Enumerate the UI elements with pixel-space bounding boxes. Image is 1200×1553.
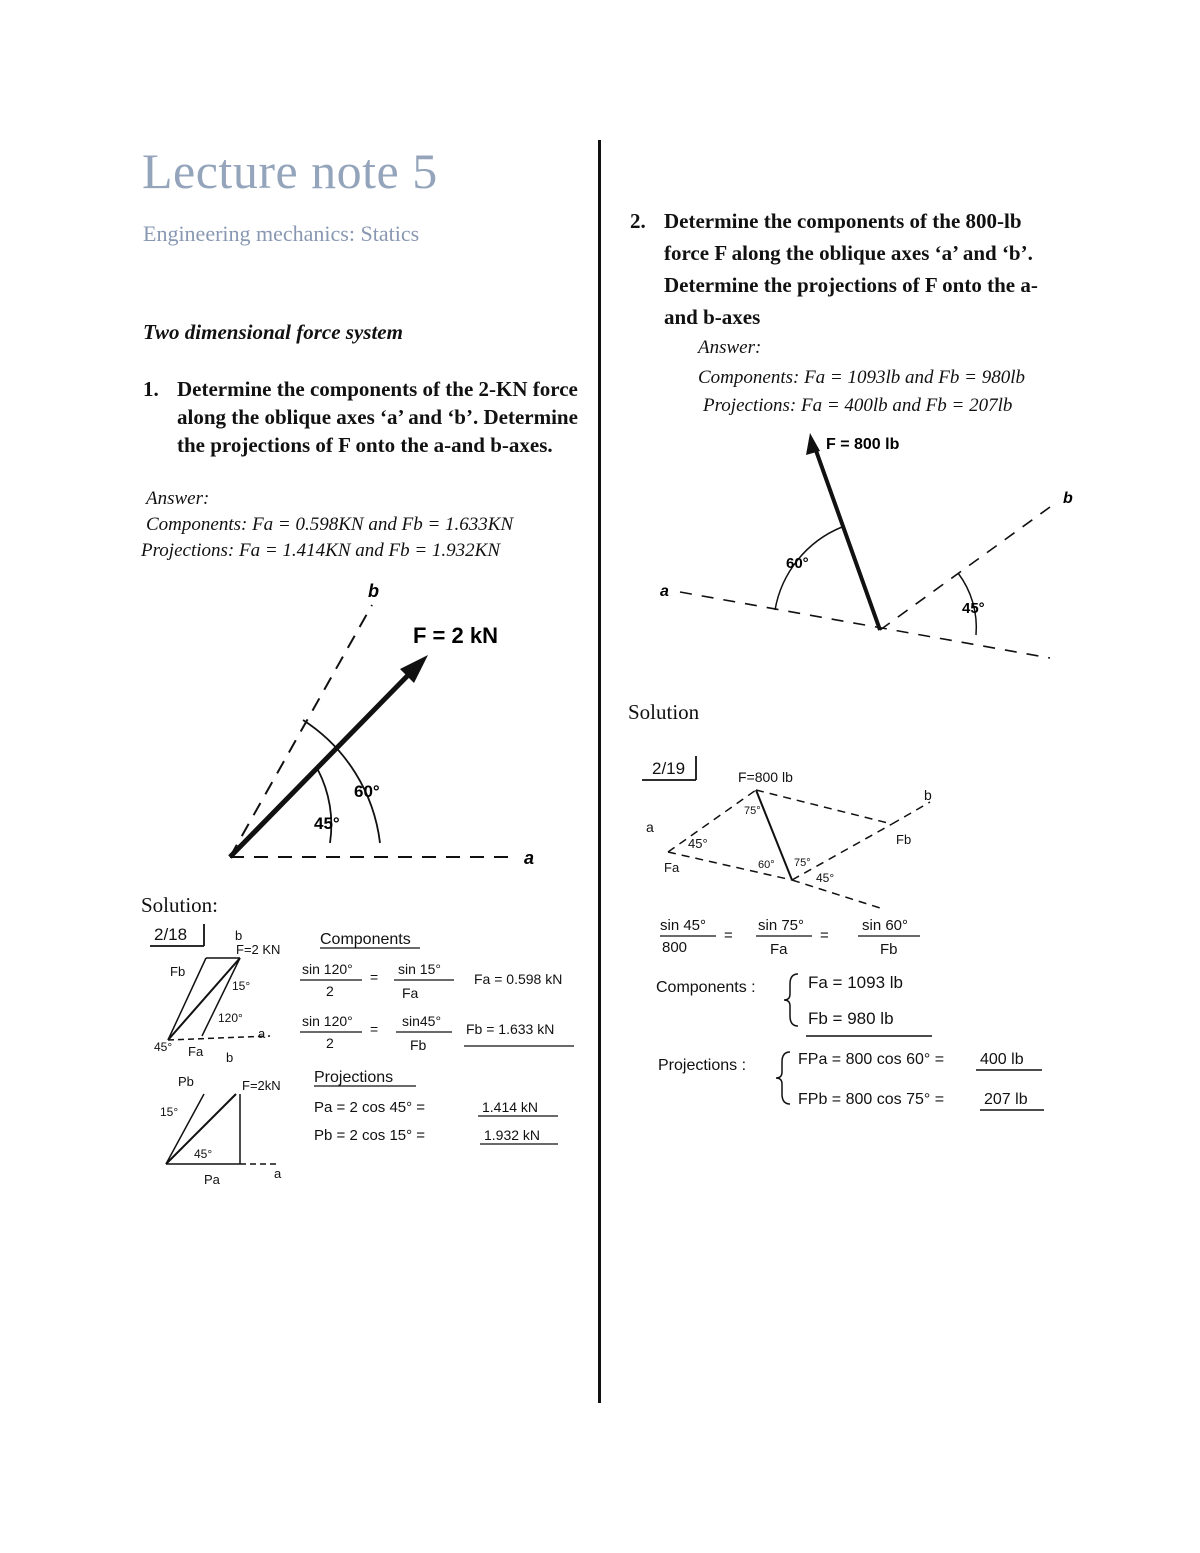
axis-b-label: b [368, 581, 379, 601]
hw2-fig-Fb: Fb [896, 832, 912, 847]
hw-fig-a: a [258, 1026, 266, 1041]
angle-60-label: 60° [354, 782, 380, 801]
hw-eq2-right-den: Fb [410, 1037, 427, 1053]
problem-1-figure [200, 575, 560, 875]
page-subtitle: Engineering mechanics: Statics [143, 221, 420, 246]
hw-eq1-left-den: 2 [326, 983, 334, 999]
hw2-fig-75a: 75° [744, 805, 761, 817]
hw-projections-title: Projections [314, 1069, 394, 1086]
svg-text:=: = [820, 927, 829, 944]
hw-proj2-result: 1.932 kN [484, 1127, 541, 1143]
problem-1-number: 1. [143, 377, 159, 401]
force-label: F = 2 kN [413, 623, 498, 648]
hw2-fig-a: a [646, 819, 654, 835]
problem-2-projections: Projections: Fa = 400lb and Fb = 207lb [703, 395, 1013, 416]
hw-eq2-left-num: sin 120° [302, 1013, 353, 1029]
hw2-fig-Fa: Fa [664, 860, 680, 875]
hw-eq2-left-den: 2 [326, 1035, 334, 1051]
axis-b-label: b [1063, 490, 1073, 507]
angle-45-label: 45° [962, 600, 985, 617]
hw-fig2-45: 45° [194, 1147, 213, 1161]
problem-1-projections: Projections: Fa = 1.414KN and Fb = 1.932KN [141, 540, 501, 561]
hw2-eq-d1: 800 [662, 939, 688, 956]
problem-2-components: Components: Fa = 1093lb and Fb = 980lb [698, 367, 1025, 388]
hw-fig-F: F=2 KN [236, 942, 281, 957]
problem-2-solution-label: Solution [628, 700, 700, 724]
problem-1-handwritten-solution [140, 918, 590, 1198]
problem-1-solution-label: Solution: [141, 893, 219, 917]
axis-a-label: a [524, 848, 535, 868]
hw-fig-15: 15° [232, 979, 251, 993]
angle-45-label: 45° [314, 814, 340, 833]
problem-2-number: 2. [630, 209, 646, 233]
force-vector [814, 445, 880, 630]
hw-fig2-a: a [274, 1166, 282, 1181]
hw2-eq-d3: Fb [880, 941, 898, 958]
problem-1-text [143, 375, 583, 459]
hw2-proj1-result: 400 lb [980, 1051, 1024, 1068]
hw-fig2-b: b [226, 1050, 234, 1065]
problem-2-text [630, 205, 1070, 333]
problem-2-handwritten-solution [630, 748, 1070, 1128]
hw-eq1-left-num: sin 120° [302, 961, 353, 977]
hw2-projections-label: Projections : [658, 1057, 747, 1074]
hw2-eq-d2: Fa [770, 941, 788, 958]
hw2-comp1: Fa = 1093 lb [808, 973, 903, 992]
hw-fig-b: b [235, 928, 243, 943]
hw2-proj1: FPa = 800 cos 60° = [798, 1051, 945, 1068]
hw2-proj2-result: 207 lb [984, 1091, 1028, 1108]
force-label: F = 800 lb [826, 436, 900, 453]
hw-proj2: Pb = 2 cos 15° = [314, 1127, 426, 1144]
hw2-eq-n2: sin 75° [758, 917, 805, 934]
hw-proj1: Pa = 2 cos 45° = [314, 1099, 426, 1116]
axis-a-label: a [660, 583, 669, 600]
hw2-eq-n3: sin 60° [862, 917, 909, 934]
hw-fig2-F: F=2kN [242, 1078, 281, 1093]
hw-eq1-right-den: Fa [402, 985, 419, 1001]
hw2-fig-F: F=800 lb [738, 769, 793, 785]
hw2-proj2: FPb = 800 cos 75° = [798, 1091, 945, 1108]
problem-1-components: Components: Fa = 0.598KN and Fb = 1.633KN [146, 514, 514, 535]
hw2-fig-b: b [924, 787, 932, 803]
hw2-comp2: Fb = 980 lb [808, 1009, 894, 1028]
problem-1-answer-label: Answer: [146, 488, 210, 509]
hw2-fig-60: 60° [758, 859, 775, 871]
hw2-fig-45: 45° [688, 836, 708, 851]
hw-fig2-Pa: Pa [204, 1172, 220, 1187]
hw2-fig-75b: 75° [794, 857, 811, 869]
page-title: Lecture note 5 [142, 143, 438, 199]
svg-text:=: = [370, 969, 379, 985]
problem-2-body: Determine the components of the 800-lb force F along the oblique axes ‘a’ and ‘b’. Determine the projections of F onto the a-and b-axes [664, 209, 1038, 329]
problem-1-body: Determine the components of the 2-KN force along the oblique axes ‘a’ and ‘b’. Determine the projections of F onto the a-and b-axes. [177, 377, 578, 457]
axis-a-line [680, 592, 1050, 658]
hw-components-title: Components [320, 931, 411, 948]
hw-tag-1: 2/18 [154, 925, 188, 944]
hw-fig2-15: 15° [160, 1105, 179, 1119]
hw2-components-label: Components : [656, 979, 756, 996]
hw-proj1-result: 1.414 kN [482, 1099, 539, 1115]
hw-fig2-Pb: Pb [178, 1074, 194, 1089]
column-divider [598, 140, 601, 1403]
hw-fig-Fb: Fb [170, 964, 186, 979]
hw-eq2-right-num: sin45° [402, 1013, 442, 1029]
hw-fig-45: 45° [154, 1040, 173, 1054]
svg-text:=: = [370, 1021, 379, 1037]
hw-fig-120: 120° [218, 1011, 243, 1025]
hw2-eq-n1: sin 45° [660, 917, 707, 934]
angle-60-label: 60° [786, 555, 809, 572]
problem-2-answer-label: Answer: [698, 337, 762, 358]
hw2-fig-45b: 45° [816, 871, 835, 885]
hw-fig-Fa: Fa [188, 1044, 204, 1059]
hw-eq2-result: Fb = 1.633 kN [466, 1021, 555, 1037]
hw-eq1-right-num: sin 15° [398, 961, 441, 977]
hw-tag-2: 2/19 [652, 759, 686, 778]
section-heading: Two dimensional force system [143, 320, 403, 344]
hw-eq1-result: Fa = 0.598 kN [474, 971, 563, 987]
problem-2-figure [650, 425, 1090, 670]
svg-text:=: = [724, 927, 733, 944]
